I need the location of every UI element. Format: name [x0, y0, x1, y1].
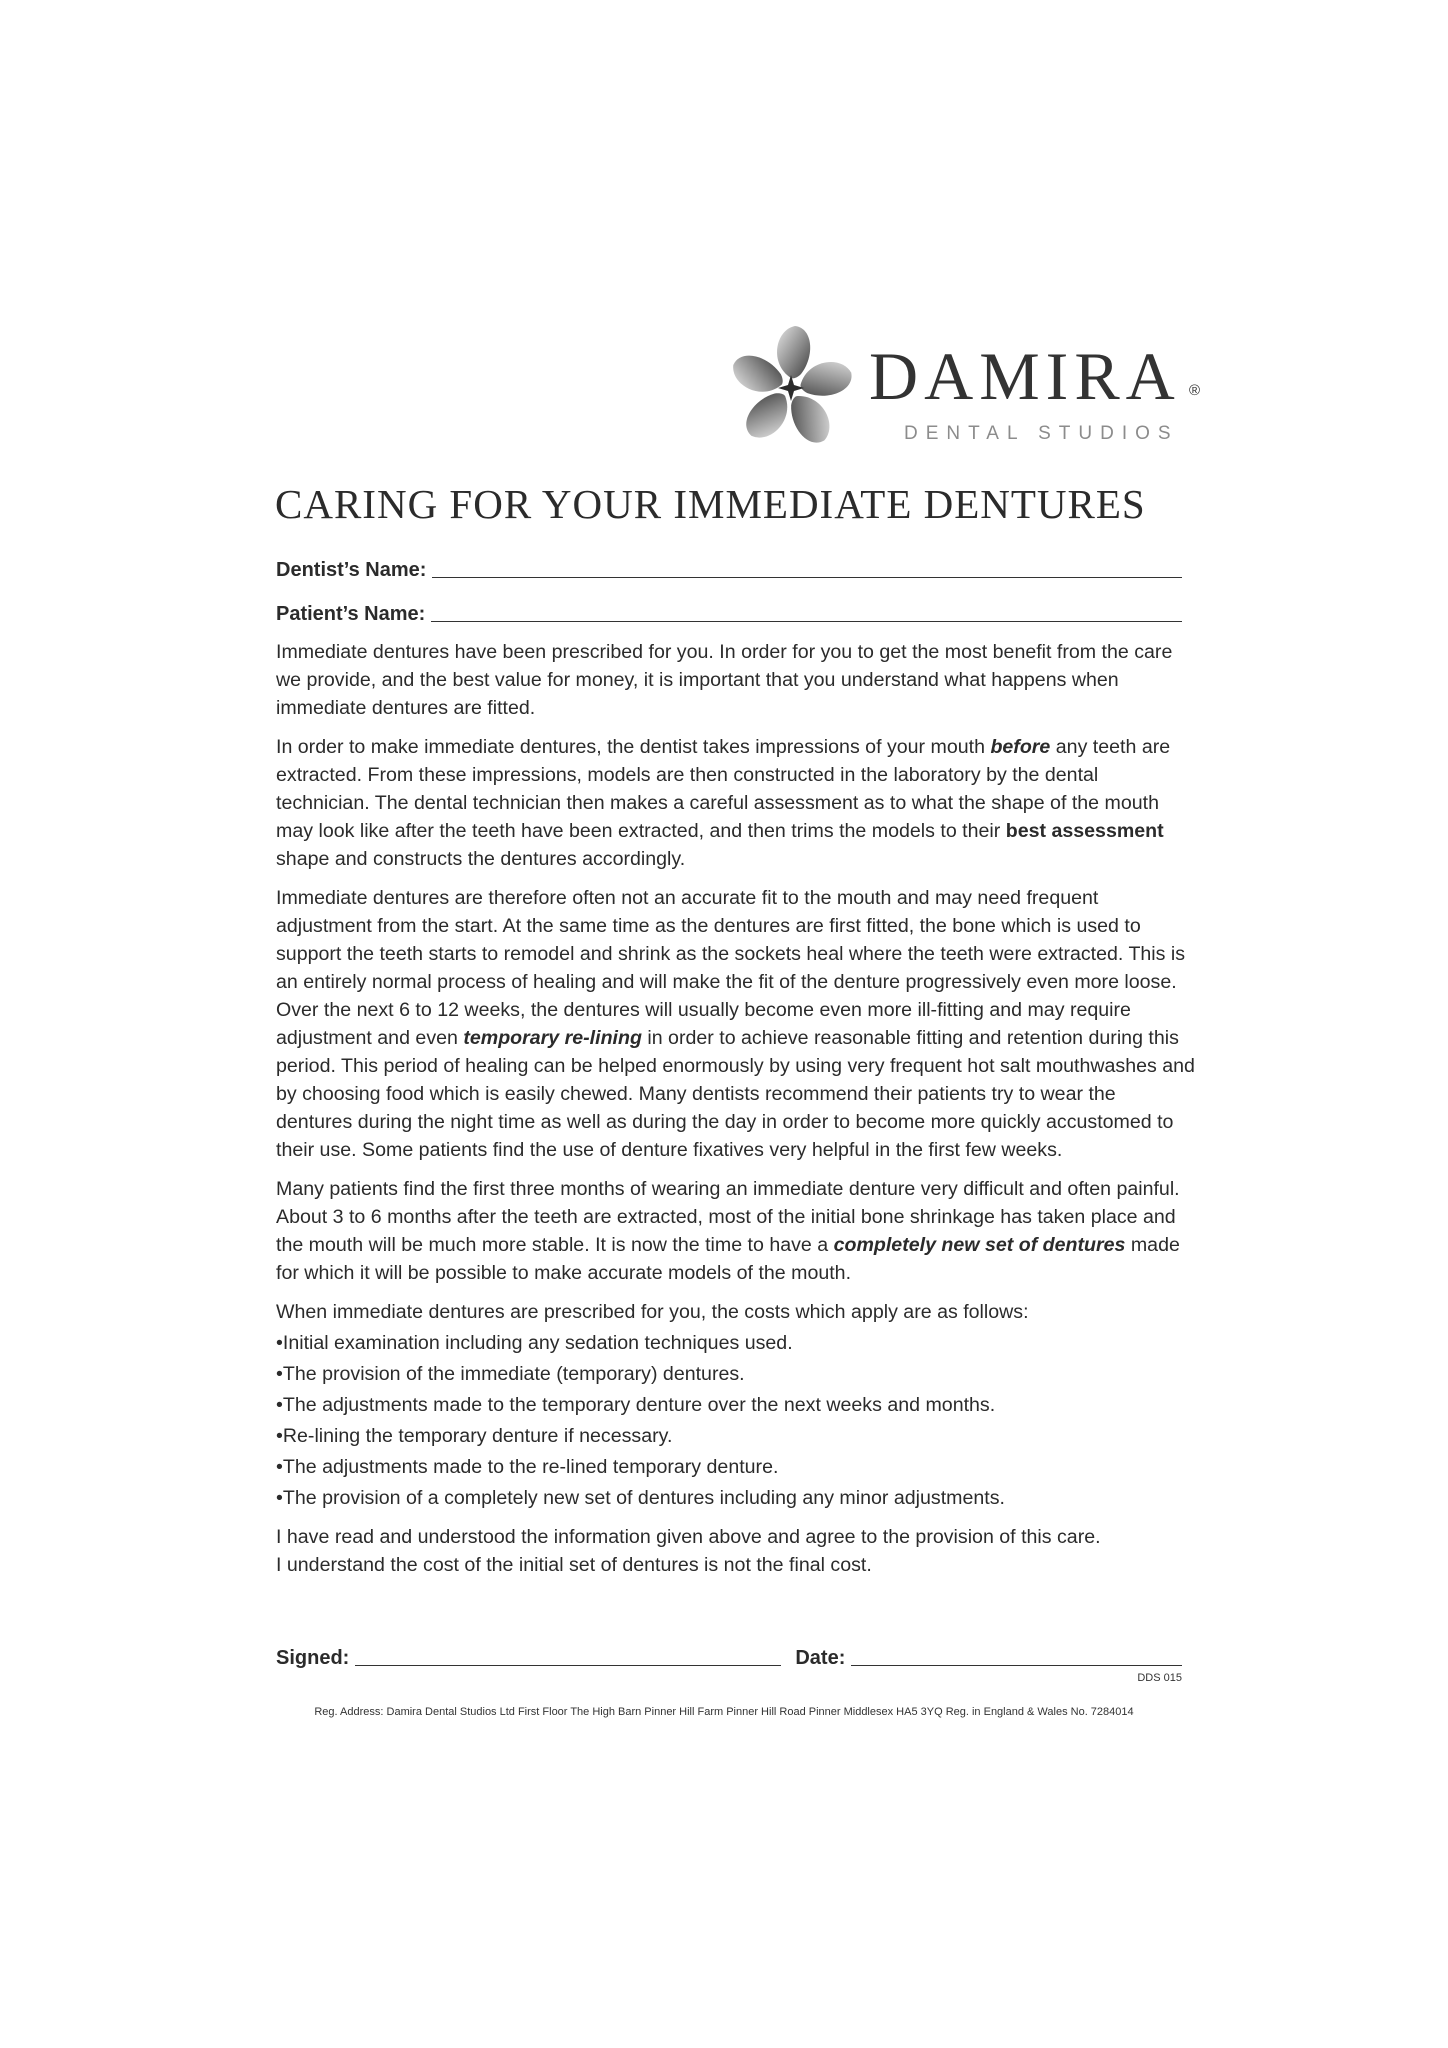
- fit-paragraph: Immediate dentures are therefore often not an accurate fit to the mouth and may need frequent adjustment from the start. At the same time as the dentures are first fitted, the bone which is used to support the teeth starts to remodel and shrink as the sockets heal where the teeth were extracted. This is an entirely normal process of healing and will make the fit of the denture progressively even more loose. Over the next 6 to 12 weeks, the dentures will usually become even more ill-fitting and may require adjustment and even temporary re-lining in order to achieve reasonable fitting and retention during this period. This period of healing can be helped enormously by using very frequent hot salt mouthwashes and by choosing food which is easily chewed. Many dentists recommend their patients try to wear the dentures during the night time as well as during the day in order to become more quickly accustomed to their use. Some patients find the use of denture fixatives very helpful in the first few weeks.: [276, 887, 1195, 1161]
- list-item: • Re-lining the temporary denture if necessary.: [276, 1422, 1196, 1450]
- intro-paragraph: Immediate dentures have been prescribed for you. In order for you to get the most benefit from the care we provide, and the best value for money, it is important that you understand what happens when immediate dentures are fitted.: [276, 641, 1173, 719]
- patient-name-field[interactable]: [276, 594, 1182, 624]
- signature-line[interactable]: [355, 1665, 781, 1666]
- flower-logo-icon: [726, 322, 856, 452]
- list-item: • The provision of a completely new set of dentures including any minor adjustments.: [276, 1484, 1196, 1512]
- signature-row: [276, 1638, 1182, 1668]
- dentist-name-field[interactable]: [276, 550, 1182, 580]
- new-set-paragraph: Many patients find the first three months of wearing an immediate denture very difficult and often painful. About 3 to 6 months after the teeth are extracted, most of the initial bone shrinkage has taken place and the mouth will be much more stable. It is now the time to have a completely new set of dentures made for which it will be possible to make accurate models of the mouth.: [276, 1178, 1180, 1284]
- costs-intro: When immediate dentures are prescribed for you, the costs which apply are as follows:: [276, 1301, 1029, 1323]
- costs-list: [276, 1329, 1196, 1512]
- signed-label: Signed:: [276, 1647, 350, 1669]
- registered-mark: ®: [1189, 382, 1201, 399]
- date-line[interactable]: [851, 1665, 1182, 1666]
- brand-name: DAMIRA: [869, 338, 1181, 414]
- list-item: • Initial examination including any sedation techniques used.: [276, 1329, 1196, 1357]
- registered-address-footer: Reg. Address: Damira Dental Studios Ltd First Floor The High Barn Pinner Hill Farm Pinner Hill Road Pinner Middlesex HA5 3YQ Reg. in England & Wales No. 7284014: [314, 1706, 1134, 1718]
- page-title: CARING FOR YOUR IMMEDIATE DENTURES: [275, 481, 1146, 527]
- damira-logo: [726, 322, 1206, 452]
- document-body: [276, 638, 1196, 1590]
- impressions-paragraph: In order to make immediate dentures, the dentist takes impressions of your mouth before any teeth are extracted. From these impressions, models are then constructed in the laboratory by the dental technician. The dental technician then makes a careful assessment as to what the shape of the mouth may look like after the teeth have been extracted, and then trims the models to their best assessment shape and constructs the dentures accordingly.: [276, 736, 1171, 870]
- list-item: • The adjustments made to the re-lined temporary denture.: [276, 1453, 1196, 1481]
- patient-name-label: Patient’s Name:: [276, 603, 426, 625]
- list-item: • The provision of the immediate (temporary) dentures.: [276, 1360, 1196, 1388]
- dentist-name-label: Dentist’s Name:: [276, 559, 427, 581]
- agreement-statement: I have read and understood the information given above and agree to the provision of this care. I understand the cost of the initial set of dentures is not the final cost.: [276, 1526, 1101, 1576]
- dentist-name-line[interactable]: [432, 576, 1182, 578]
- brand-subtitle: DENTAL STUDIOS: [904, 423, 1179, 444]
- list-item: • The adjustments made to the temporary denture over the next weeks and months.: [276, 1391, 1196, 1419]
- patient-name-line[interactable]: [431, 620, 1182, 622]
- date-label: Date:: [795, 1647, 846, 1669]
- form-code: DDS 015: [1137, 1672, 1182, 1684]
